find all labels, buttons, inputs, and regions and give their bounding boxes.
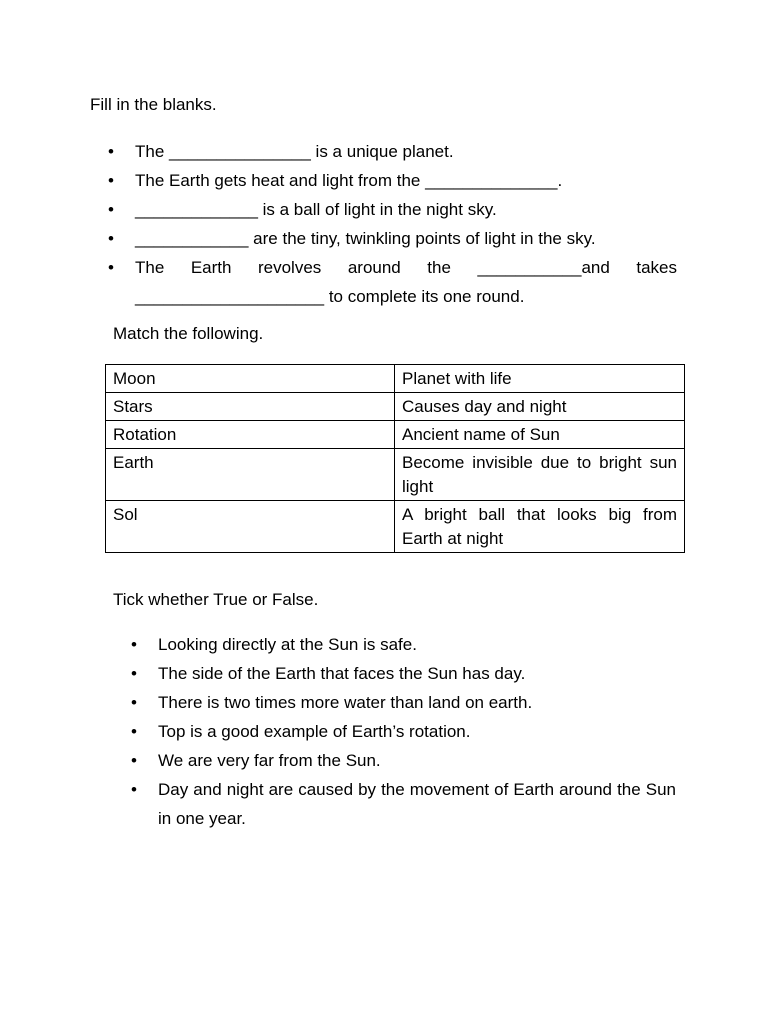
list-item xyxy=(0,253,677,311)
true-false-list xyxy=(0,630,768,833)
list-item xyxy=(0,195,677,224)
statement-text: The side of the Earth that faces the Sun has day. xyxy=(158,664,526,683)
list-item xyxy=(0,775,676,833)
match-left-cell: Earth xyxy=(106,449,395,501)
list-item xyxy=(0,746,676,775)
list-item xyxy=(0,630,676,659)
match-left-cell: Moon xyxy=(106,365,395,393)
match-right-cell: Causes day and night xyxy=(395,393,685,421)
bullet-icon: • xyxy=(131,635,137,654)
statement-text: Day and night are caused by the movement of Earth around the Sun in one year. xyxy=(158,780,676,828)
match-left-cell: Rotation xyxy=(106,421,395,449)
blank-text: The Earth gets heat and light from the ______________. xyxy=(135,171,563,190)
list-item xyxy=(0,688,676,717)
table-row xyxy=(106,501,685,553)
match-right-cell: A bright ball that looks big from Earth at night xyxy=(395,501,685,553)
table-row xyxy=(106,365,685,393)
bullet-icon: • xyxy=(108,200,114,219)
true-false-heading: Tick whether True or False. xyxy=(113,590,319,609)
fill-blanks-heading: Fill in the blanks. xyxy=(90,95,217,114)
list-item xyxy=(0,717,676,746)
bullet-icon: • xyxy=(108,258,114,277)
blank-text: The _______________ is a unique planet. xyxy=(135,142,454,161)
match-table xyxy=(105,364,685,553)
fill-blanks-list xyxy=(0,137,768,311)
blank-text: The Earth revolves around the ___________and takes ____________________ to complete its one round. xyxy=(135,258,677,306)
blank-text: _____________ is a ball of light in the night sky. xyxy=(135,200,497,219)
bullet-icon: • xyxy=(131,780,137,799)
list-item xyxy=(0,224,677,253)
list-item xyxy=(0,137,677,166)
bullet-icon: • xyxy=(108,229,114,248)
list-item xyxy=(0,166,677,195)
table-row xyxy=(106,449,685,501)
blank-text: ____________ are the tiny, twinkling points of light in the sky. xyxy=(135,229,596,248)
table-row xyxy=(106,393,685,421)
bullet-icon: • xyxy=(131,722,137,741)
match-right-cell: Become invisible due to bright sun light xyxy=(395,449,685,501)
statement-text: There is two times more water than land on earth. xyxy=(158,693,533,712)
statement-text: We are very far from the Sun. xyxy=(158,751,381,770)
list-item xyxy=(0,659,676,688)
match-right-cell: Planet with life xyxy=(395,365,685,393)
match-heading: Match the following. xyxy=(113,324,264,343)
bullet-icon: • xyxy=(108,142,114,161)
bullet-icon: • xyxy=(131,693,137,712)
bullet-icon: • xyxy=(131,664,137,683)
bullet-icon: • xyxy=(131,751,137,770)
match-left-cell: Stars xyxy=(106,393,395,421)
match-right-cell: Ancient name of Sun xyxy=(395,421,685,449)
statement-text: Looking directly at the Sun is safe. xyxy=(158,635,417,654)
bullet-icon: • xyxy=(108,171,114,190)
match-left-cell: Sol xyxy=(106,501,395,553)
statement-text: Top is a good example of Earth’s rotation. xyxy=(158,722,471,741)
table-row xyxy=(106,421,685,449)
